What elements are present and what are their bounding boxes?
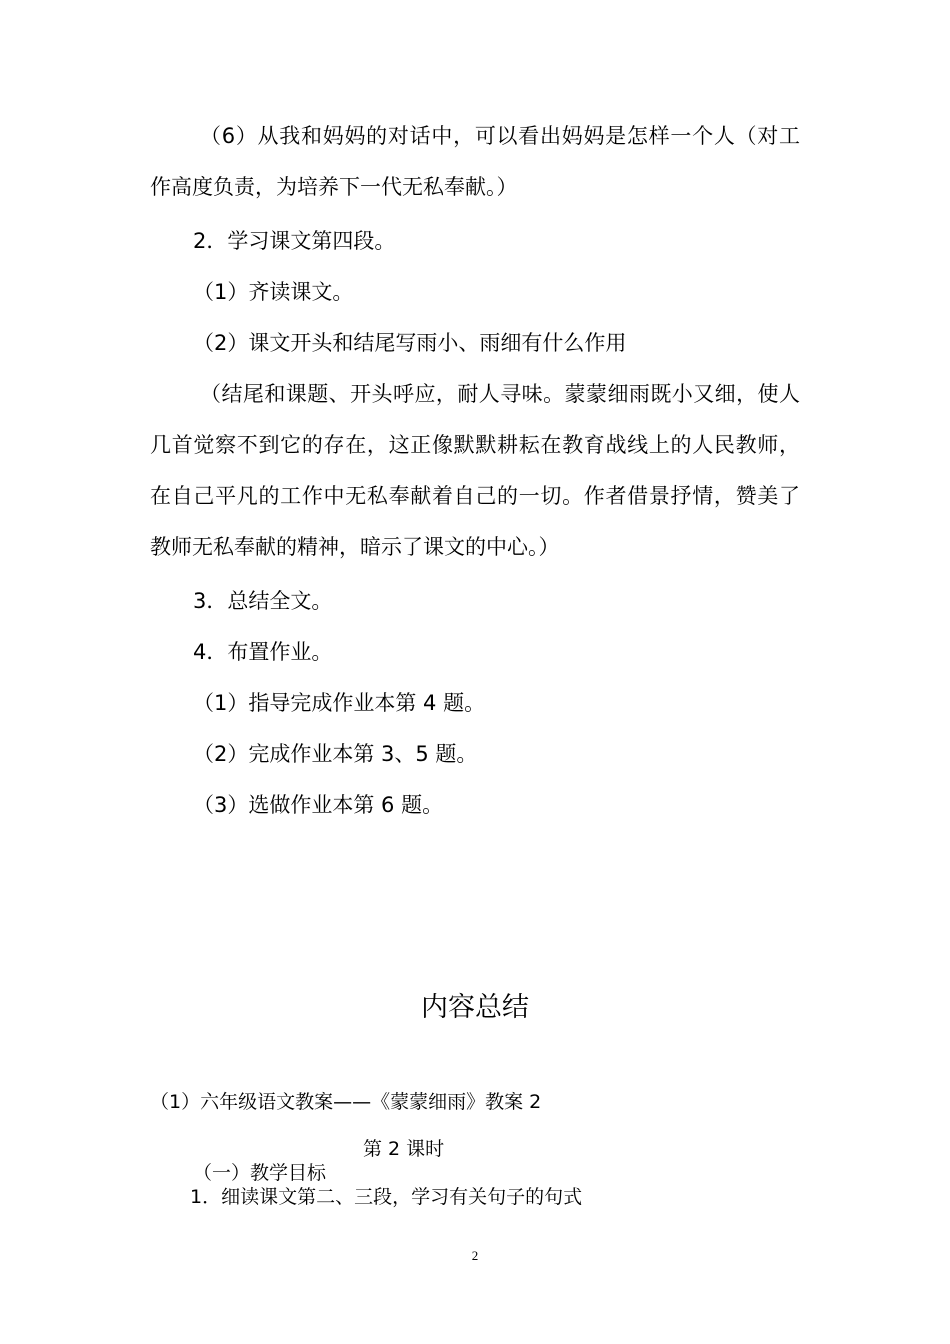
page-number: 2 [471, 1248, 479, 1263]
homework-item-2: （2）完成作业本第 3、5 题。 [193, 742, 478, 766]
homework-item-1: （1）指导完成作业本第 4 题。 [193, 691, 486, 715]
summary-lesson-title: （1）六年级语文教案——《蒙蒙细雨》教案 2 [150, 1091, 542, 1113]
summary-objectives-heading: （一）教学目标 [193, 1162, 327, 1184]
paragraph-rain-explanation: （结尾和课题、开头呼应，耐人寻味。蒙蒙细雨既小又细，使人几首觉察不到它的存在，这正像默默耕耘在教育战线上的人民教师，在自己平凡的工作中无私奉献着自己的一切。作者借景抒情，赞美了教师无私奉献的精神，暗示了课文的中心。） [150, 382, 800, 559]
summary-period: 第 2 课时 [363, 1138, 445, 1160]
step-4-heading: 4．布置作业。 [193, 640, 333, 664]
paragraph-mother-dialogue: （6）从我和妈妈的对话中，可以看出妈妈是怎样一个人（对工作高度负责，为培养下一代无私奉献。） [150, 124, 800, 199]
step-2-item-1: （1）齐读课文。 [193, 280, 354, 304]
homework-item-3: （3）选做作业本第 6 题。 [193, 793, 444, 817]
step-2-heading: 2．学习课文第四段。 [193, 229, 396, 253]
summary-objective-1: 1．细读课文第二、三段，学习有关句子的句式 [190, 1186, 583, 1208]
step-3-heading: 3．总结全文。 [193, 589, 333, 613]
step-2-item-2: （2）课文开头和结尾写雨小、雨细有什么作用 [193, 331, 627, 355]
summary-title: 内容总结 [421, 992, 529, 1023]
